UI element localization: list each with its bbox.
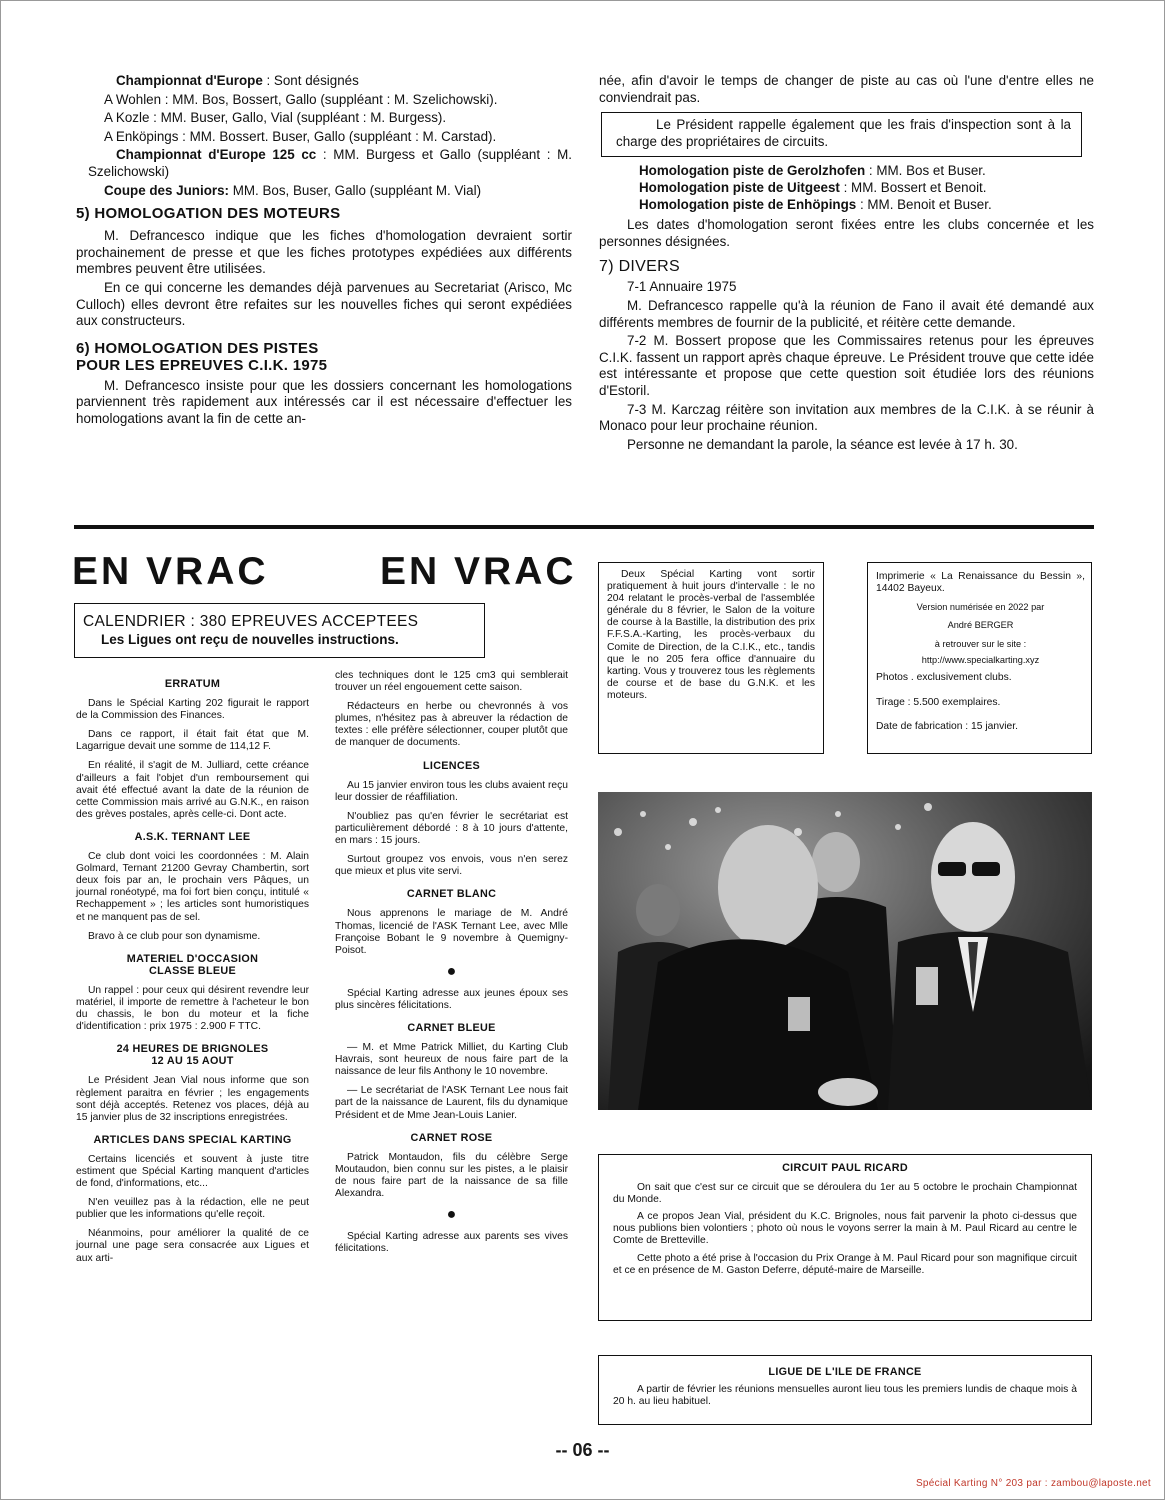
licences-para: N'oubliez pas qu'en février le secrétariat est particulièrement débordé : 8 à 10 jours d'attente, en mars : 15 jours.	[335, 810, 568, 847]
brignoles-heading: 24 HEURES DE BRIGNOLES 12 AU 15 AOUT	[116, 1043, 269, 1068]
section-6-para: M. Defrancesco insiste pour que les dossiers concernant les homologations parviennent très rapidement aux intéressés car il est nécessaire d'effectuer les homologations avant la fin de cette an-	[76, 377, 572, 426]
materiel-heading: MATERIEL D'OCCASION CLASSE BLEUE	[126, 952, 259, 977]
digitized-site-url[interactable]: http://www.specialkarting.xyz	[921, 655, 1040, 666]
licences-para: Au 15 janvier environ tous les clubs avaient reçu leur dossier de réaffiliation.	[335, 779, 568, 803]
fabrication-date-line: Date de fabrication : 15 janvier.	[876, 721, 1018, 733]
tirage-line: Tirage : 5.500 exemplaires.	[876, 696, 1001, 708]
erratum-heading: ERRATUM	[164, 678, 221, 690]
boxed-notice	[601, 112, 1082, 157]
notice-text: Deux Spécial Karting vont sortir pratiquement à huit jours d'intervalle : le no 204 relatant le procès-verbal de l'assemblée générale du 8 février, le Salon de la voiture de course à la Bastille, la distribution des prix F.F.S.A.-Karting, les procès-verbaux du Comite de Direction, de la C.I.K., etc., tandis que le no 205 fera office d'annuaire du karting. Vous y trouverez tous les règlements de course et de base du G.N.K. et les moteurs.	[607, 569, 815, 701]
section-6-heading-line-2: POUR LES EPREUVES C.I.K. 1975	[76, 356, 328, 374]
notice-box	[598, 562, 824, 754]
section-5-para-1: M. Defrancesco indique que les fiches d'homologation devraient sortir prochainement de presse et que les fiches prototypes expédiées aux différents membres peuvent être utilisées.	[76, 228, 572, 277]
printer-line: Imprimerie « La Renaissance du Bessin », 14402 Bayeux.	[876, 571, 1085, 595]
homologation-item: Homologation piste de Gerolzhofen : MM. Bos et Buser.	[639, 163, 986, 179]
ask-ternant-para: Bravo à ce club pour son dynamisme.	[88, 930, 261, 942]
licences-heading: LICENCES	[423, 759, 480, 772]
section-7-heading: 7) DIVERS	[599, 258, 680, 276]
brignoles-para: Le Président Jean Vial nous informe que son règlement paraitra en février ; les engagements sont déjà acceptés. Retenez vos places, déjà au 15 janvier plus de 32 inscriptions enregistrées.	[76, 1075, 309, 1123]
printer-box	[867, 562, 1092, 754]
divers-5: Personne ne demandant la parole, la séance est levée à 17 h. 30.	[627, 436, 1018, 452]
euro125-line: Championnat d'Europe 125 cc : MM. Burgess et Gallo (suppléant : M. Szelichowski)	[88, 147, 572, 179]
homologation-item: Homologation piste de Enhöpings : MM. Benoit et Buser.	[639, 196, 992, 212]
homologation-item: Homologation piste de Uitgeest : MM. Bossert et Benoit.	[639, 179, 987, 195]
divers-4: 7-3 M. Karczag réitère son invitation aux membres de la C.I.K. à se réunir à Monaco pour leur prochaine réunion.	[599, 401, 1094, 434]
articles-para: Néanmoins, pour améliorer la qualité de ce journal une page sera consacrée aux Ligues et aux arti-	[76, 1228, 309, 1264]
carnet-rose-para: Spécial Karting adresse aux parents ses vives félicitations.	[335, 1231, 568, 1255]
erratum-para: Dans ce rapport, il était fait état que M. Lagarrigue devait une somme de 114,12 F.	[76, 729, 309, 753]
footer-credit: Spécial Karting N° 203 par : zambou@laposte.net	[915, 1478, 1151, 1489]
homologation-list	[599, 163, 1094, 213]
circuit-ricard-para: On sait que c'est sur ce circuit que se déroulera du 1er au 5 octobre le prochain Championnat du Monde.	[613, 1182, 1077, 1206]
ask-ternant-para: Ce club dont voici les coordonnées : M. Alain Golmard, Ternant 21200 Gevray Chambertin, sort deux fois par an, le prochain vers Pâques, un journal ronéotypé, ma foi fort bien conçu, intitulé « Rechappement » ; les articles sont humoristiques et ne manquent pas de sel.	[76, 851, 309, 923]
licences-para: Surtout groupez vos envois, vous n'en serez que mieux et plus vite servi.	[335, 854, 568, 878]
top-right-column	[599, 73, 1094, 455]
ask-ternant-heading: A.S.K. TERNANT LEE	[134, 830, 251, 843]
articles-para: Certains licenciés et souvent à juste titre estiment que Spécial Karting manquent d'articles de fond, d'informations, etc...	[76, 1153, 309, 1190]
digitized-author: André BERGER	[947, 620, 1014, 631]
section-divider	[74, 525, 1094, 529]
carnet-bleue-heading: CARNET BLEUE	[407, 1021, 496, 1034]
wohlen-line: A Wohlen : MM. Bos, Bossert, Gallo (suppléant : M. Szelichowski).	[104, 91, 498, 107]
divers-1: 7-1 Annuaire 1975	[627, 279, 737, 295]
dates-para: Les dates d'homologation seront fixées entre les clubs concernée et les personnes désignées.	[599, 217, 1094, 249]
enkopings-line: A Enköpings : MM. Bossert. Buser, Gallo (suppléant : M. Carstad).	[104, 128, 497, 144]
bullet-separator: ●	[446, 1206, 457, 1224]
digitized-line: Version numérisée en 2022 par	[916, 601, 1045, 612]
articles-heading: ARTICLES DANS SPECIAL KARTING	[93, 1133, 292, 1146]
ligue-box	[598, 1355, 1092, 1425]
materiel-para: Un rappel : pour ceux qui désirent revendre leur matériel, il importe de remettre à l'acheteur le bon du chassis, le bon du moteur et la fiche d'identification : prix 1975 : 2.900 F TTC.	[76, 984, 309, 1033]
carnet-blanc-heading: CARNET BLANC	[406, 888, 497, 901]
carnet-bleue-para: — M. et Mme Patrick Milliet, du Karting Club Havrais, sont heureux de nous faire part de la naissance de leur fils Anthony le 10 novembre.	[335, 1042, 568, 1078]
handshake-photo	[598, 792, 1092, 1110]
news-column-2	[335, 670, 568, 1262]
calendar-box	[74, 603, 485, 658]
erratum-para: En réalité, il s'agit de M. Julliard, cette créance d'ailleurs a fait l'objet d'un remboursement qui avait été effectué avant la date de la réunion de cette Commission mais arrivé au G.N.K., en raison des grèves postales, après celle-ci. Dont acte.	[76, 760, 309, 820]
articles-para: N'en veuillez pas à la rédaction, elle ne peut publier que les informations qu'elle reçoit.	[76, 1197, 309, 1221]
carnet-bleue-para: — Le secrétariat de l'ASK Ternant Lee nous fait part de la naissance de Laurent, fils du dynamique Président et de Mme Jean-Louis Lanier.	[335, 1085, 568, 1121]
erratum-para: Dans le Spécial Karting 202 figurait le rapport de la Commission des Finances.	[76, 698, 309, 722]
euro-designation: Championnat d'Europe : Sont désignés	[116, 73, 359, 88]
photo-illustration	[598, 792, 1092, 1110]
continued-text: née, afin d'avoir le temps de changer de piste au cas où l'une d'entre elles ne conviendrait pas.	[599, 73, 1094, 105]
digitized-site-label: à retrouver sur le site :	[934, 638, 1027, 649]
news-column-1	[76, 670, 309, 1272]
articles-cont-para: cles techniques dont le 125 cm3 qui semblerait trouver un réel engouement cette saison.	[335, 670, 568, 694]
calendar-subtitle: Les Ligues ont reçu de nouvelles instructions.	[101, 632, 399, 647]
divers-3: 7-2 M. Bossert propose que les Commissaires retenus pour les épreuves C.I.K. fassent un rapport après chaque épreuve. Le Président trouve que cette idée est intéressante et propose que cette question soit étudiée lors des réunions d'Estoril.	[599, 333, 1094, 398]
en-vrac-heading-right: EN VRAC	[380, 550, 577, 593]
section-6-heading-line-1: 6) HOMOLOGATION DES PISTES	[76, 339, 319, 357]
articles-cont-para: Rédacteurs en herbe ou chevronnés à vos plumes, n'hésitez pas à abreuver la rédaction de textes : elle préfère sélectionner, couper plutôt que de manquer de documents.	[335, 701, 568, 749]
top-left-column	[76, 73, 572, 430]
divers-2: M. Defrancesco rappelle qu'à la réunion de Fano il avait été demandé aux différents membres de fournir de la publicité, et réitère cette demande.	[599, 297, 1094, 330]
ligue-heading: LIGUE DE L'ILE DE FRANCE	[768, 1366, 922, 1378]
ligue-para: A partir de février les réunions mensuelles auront lieu tous les premiers lundis de chaque mois à 20 h. au lieu habituel.	[613, 1384, 1077, 1408]
page-number: -- 06 --	[555, 1440, 610, 1460]
carnet-rose-para: Patrick Montaudon, fils du célèbre Serge Moutaudon, bien connu sur les pistes, a le plaisir de nous faire part de la naissance de sa fille Alexandra.	[335, 1151, 568, 1199]
circuit-ricard-heading: CIRCUIT PAUL RICARD	[782, 1162, 908, 1174]
section-5-heading: 5) HOMOLOGATION DES MOTEURS	[76, 205, 341, 223]
circuit-ricard-box	[598, 1154, 1092, 1321]
circuit-ricard-para: A ce propos Jean Vial, président du K.C. Brignoles, nous fait parvenir la photo ci-dessus que nous publions bien volontiers ; photo où nous le voyons serrer la main à M. Paul Ricard au centre le Comte de Bretteville.	[613, 1211, 1077, 1247]
carnet-blanc-para: Spécial Karting adresse aux jeunes époux ses plus sincères félicitations.	[335, 987, 568, 1011]
boxed-notice-text: Le Président rappelle également que les frais d'inspection sont à la charge des propriétaires de circuits.	[616, 117, 1071, 149]
calendar-title: CALENDRIER : 380 EPREUVES ACCEPTEES	[83, 613, 419, 630]
section-5-para-2: En ce qui concerne les demandes déjà parvenues au Secretariat (Arisco, Mc Culloch) elles devront être refaites sur les nouvelles fiches qui seront expédiées aux constructeurs.	[76, 279, 572, 329]
circuit-ricard-para: Cette photo a été prise à l'occasion du Prix Orange à M. Paul Ricard pour son magnifique circuit et ce en présence de M. Gaston Deferre, député-maire de Marseille.	[613, 1252, 1077, 1276]
bullet-separator: ●	[446, 962, 457, 980]
en-vrac-heading-left: EN VRAC	[72, 550, 269, 593]
photos-line: Photos . exclusivement clubs.	[876, 672, 1012, 684]
carnet-rose-heading: CARNET ROSE	[410, 1131, 493, 1144]
carnet-blanc-para: Nous apprenons le mariage de M. André Thomas, licencié de l'ASK Ternant Lee, avec Mlle Françoise Bobant le 9 novembre à Quemigny-Poisot.	[335, 908, 568, 956]
kozle-line: A Kozle : MM. Buser, Gallo, Vial (suppléant : M. Burgess).	[104, 110, 447, 126]
juniors-line: Coupe des Juniors: MM. Bos, Buser, Gallo (suppléant M. Vial)	[104, 182, 482, 198]
